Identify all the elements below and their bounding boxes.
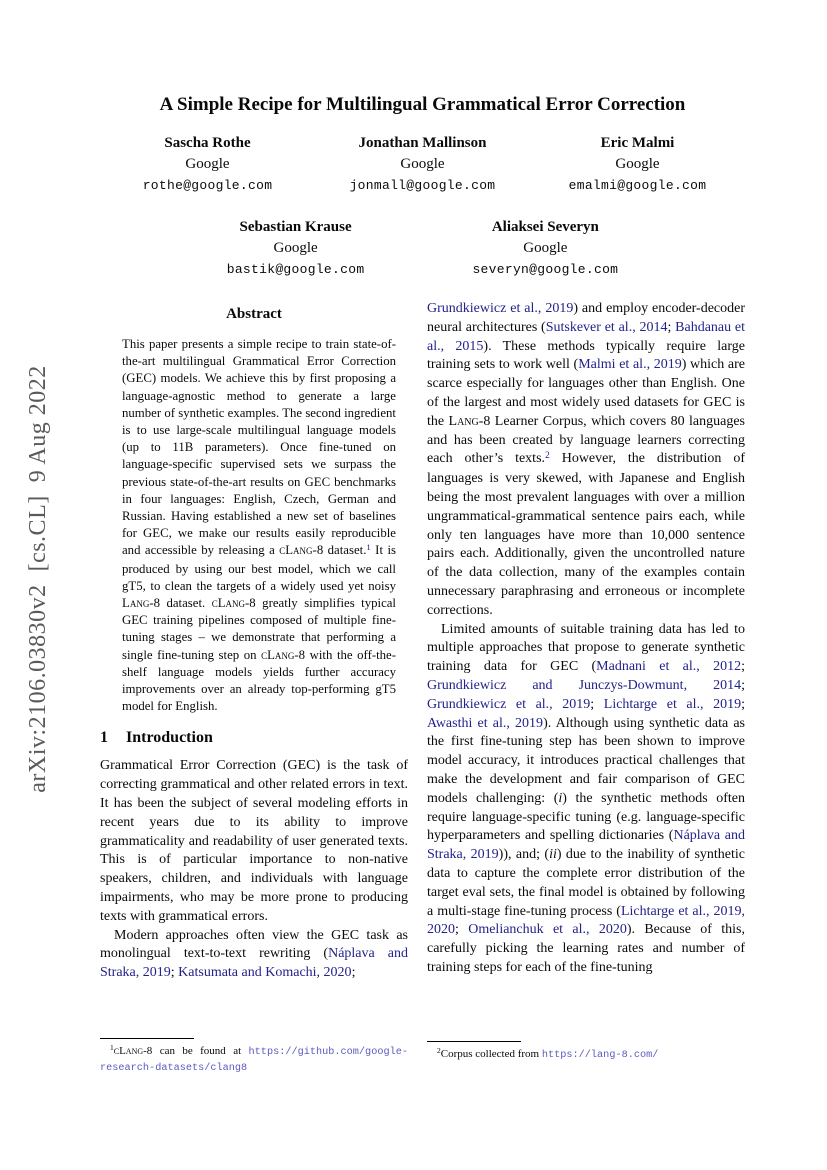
- text-run: ;: [170, 965, 179, 981]
- author-affiliation: Google: [615, 156, 660, 172]
- smallcaps-text: Lang-8: [448, 413, 491, 429]
- url-link[interactable]: https://lang-8.com/: [541, 1048, 659, 1061]
- smallcaps-text: cLang-8: [113, 1045, 153, 1057]
- text-run: Grammatical Error Correction (GEC) is the task of correcting grammatical and other related errors in text. It has been the subject of several modeling efforts in recent years due to its ability to improve grammaticality and readability of user generated texts. This is of particular importance to non-native speakers, children, and individuals with language impairments, who may be more prone to producing texts with grammatical errors.: [100, 758, 408, 924]
- footnote-marker: 2: [437, 1045, 441, 1055]
- citation-link[interactable]: Bahdanau et al., 2015: [427, 319, 746, 354]
- text-run: )), and; (: [498, 847, 550, 863]
- text-run: ). Although using synthetic data as the first fine-tuning step has been shown to improve model accuracy, it introduces practical challenges that make the development and fair comparison of GEC models challenging: (: [427, 715, 745, 806]
- intro-paragraph-2-left: [100, 927, 408, 983]
- text-run: Corpus collected from: [440, 1047, 542, 1060]
- text-run: ;: [351, 965, 356, 981]
- text-run: ). Because of this, carefully picking the learning rates and number of training steps for each of the fine-tuning: [427, 922, 745, 975]
- smallcaps-text: Lang-8: [122, 596, 160, 611]
- text-run: Modern approaches often view the GEC task as monolingual text-to-text rewriting (: [100, 927, 408, 962]
- text-run: ). These methods typically require large training sets to work well (: [427, 338, 745, 373]
- citation-link[interactable]: Lichtarge et al., 2019, 2020: [427, 903, 745, 938]
- text-run: ;: [667, 319, 676, 335]
- url-link[interactable]: https://github.com/google-research-datasets/clang8: [100, 1046, 408, 1074]
- footnote-marker: 1: [110, 1043, 114, 1052]
- text-run: It is produced by using our best model, which we call gT5, to clean the targets of a widely used yet noisy: [122, 543, 396, 593]
- text-run: ;: [741, 659, 745, 675]
- authors-row-1: [100, 135, 745, 193]
- author-block: [100, 135, 315, 193]
- author-affiliation: Google: [185, 156, 230, 172]
- smallcaps-text: cLang-8: [211, 596, 256, 611]
- text-run: with the off-the-shelf language models yields further accuracy improvements over an already top-performing gT5 model for English.: [122, 647, 396, 714]
- footnote-1: [100, 1044, 408, 1075]
- citation-link[interactable]: Grundkiewicz et al., 2019: [427, 696, 591, 712]
- author-email: emalmi@google.com: [568, 178, 707, 193]
- author-block: [472, 219, 618, 277]
- text-run: ;: [741, 696, 746, 712]
- citation-link[interactable]: Katsumata and Komachi, 2020: [178, 965, 352, 981]
- text-run: greatly simplifies typical GEC training pipelines composed of multiple fine-tuning stages – we demonstrate that performing a single fine-tuning step on: [122, 596, 396, 662]
- text-run: ) and employ encoder-decoder neural architectures (: [427, 301, 745, 335]
- footnote-rule: [427, 1041, 521, 1042]
- abstract-paragraph: [100, 336, 408, 715]
- citation-link[interactable]: Grundkiewicz and Junczys-Dowmunt, 2014: [427, 677, 742, 693]
- smallcaps-text: cLang-8: [261, 647, 306, 662]
- text-run: ) due to the inability of synthetic data to capture the complete error distribution of the target eval sets, the final model is obtained by following a multi-stage fine-tuning process (: [427, 847, 746, 919]
- intro-paragraph-3-right: [427, 621, 745, 978]
- author-name: Sascha Rothe: [164, 135, 251, 151]
- author-name: Sebastian Krause: [239, 219, 352, 235]
- citation-link[interactable]: Sutskever et al., 2014: [545, 319, 668, 335]
- footnote-2: [427, 1047, 745, 1063]
- author-block: [227, 219, 365, 277]
- author-email: jonmall@google.com: [349, 178, 496, 193]
- citation-link[interactable]: Malmi et al., 2019: [578, 357, 682, 373]
- citation-link[interactable]: Lichtarge et al., 2019: [603, 696, 742, 712]
- citation-link[interactable]: Grundkiewicz et al., 2019: [427, 301, 574, 316]
- text-run: can be found at: [152, 1045, 249, 1057]
- text-run: ) which are scarce especially for languages other than English. One of the largest and most widely used datasets for GEC is the: [427, 357, 746, 429]
- author-email: bastik@google.com: [226, 262, 365, 277]
- text-run: dataset.: [159, 596, 212, 611]
- text-run: ;: [741, 677, 745, 693]
- italic-text: i: [558, 790, 563, 806]
- smallcaps-text: cLang-8: [279, 543, 324, 558]
- author-affiliation: Google: [523, 240, 568, 256]
- author-affiliation: Google: [400, 156, 445, 172]
- left-footnote-block: [100, 1038, 408, 1075]
- text-run: This paper presents a simple recipe to train state-of-the-art multilingual Grammatical Error Correction (GEC) models. We achieve this by first proposing a language-agnostic method to generate a large number of synthetic examples. The second ingredient is to use large-scale multilingual language models (up to 11B parameters). Once fine-tuned on language-specific supervised sets we surpass the previous state-of-the-art results on GEC benchmarks in four languages: English, Czech, German and Russian. Having established a new set of baselines for GEC, we make our results easily reproducible and accessible by releasing a: [122, 337, 396, 558]
- citation-link[interactable]: Awasthi et al., 2019: [427, 715, 544, 731]
- author-email: severyn@google.com: [472, 262, 619, 277]
- italic-text: ii: [549, 847, 557, 863]
- text-run: ;: [590, 696, 604, 712]
- section-title: Introduction: [126, 729, 213, 747]
- paper-title: A Simple Recipe for Multilingual Grammatical Error Correction: [159, 94, 686, 115]
- left-column: [100, 302, 408, 1075]
- text-run: Limited amounts of suitable training data has led to multiple approaches that propose to generate synthetic training data for GEC (: [427, 621, 745, 675]
- citation-link[interactable]: Madnani et al., 2012: [596, 659, 742, 675]
- author-block: [315, 135, 530, 193]
- abstract-heading: Abstract: [226, 306, 282, 322]
- author-affiliation: Google: [273, 240, 318, 256]
- footnote-rule: [100, 1038, 194, 1039]
- citation-link[interactable]: Náplava and Straka, 2019: [427, 828, 745, 863]
- right-footnote-block: [427, 1041, 745, 1063]
- text-run: ) the synthetic methods often require language-specific tuning (e.g. language-specific hyperparameters and spelling dictionaries (: [427, 790, 745, 844]
- right-column: [427, 300, 745, 1062]
- arxiv-watermark: arXiv:2106.03830v2 [cs.CL] 9 Aug 2022: [25, 365, 51, 793]
- text-run: ;: [455, 922, 469, 938]
- author-name: Aliaksei Severyn: [491, 219, 599, 235]
- section-number: 1: [100, 729, 108, 747]
- section-heading-introduction: [100, 729, 408, 747]
- text-run: Learner Corpus, which covers 80 languages and has been created by language learners correcting each other’s texts.: [427, 413, 746, 467]
- author-block: [530, 135, 745, 193]
- author-email: rothe@google.com: [142, 178, 273, 193]
- intro-paragraph-2-right: [427, 300, 745, 621]
- text-run: However, the distribution of languages is very skewed, with Japanese and English being the most prevalent languages with over a million ungrammatical-grammatical sentence pairs each, while only ten languages have more than 10,000 sentence pairs each. Additionally, given the uncontrolled nature of the data collection, many of the examples contain unnecessary paraphrasing and erroneous or incomplete corrections.: [427, 451, 745, 618]
- text-run: dataset.: [323, 543, 367, 558]
- citation-link[interactable]: Omelianchuk et al., 2020: [468, 922, 627, 938]
- citation-link[interactable]: Náplava and Straka, 2019: [100, 946, 408, 981]
- author-name: Jonathan Mallinson: [358, 135, 487, 151]
- footnote-ref[interactable]: 1: [366, 542, 371, 553]
- intro-paragraph-1: [100, 757, 408, 926]
- authors-row-2: [100, 219, 745, 277]
- author-name: Eric Malmi: [600, 135, 675, 151]
- footnote-ref[interactable]: 2: [545, 451, 550, 462]
